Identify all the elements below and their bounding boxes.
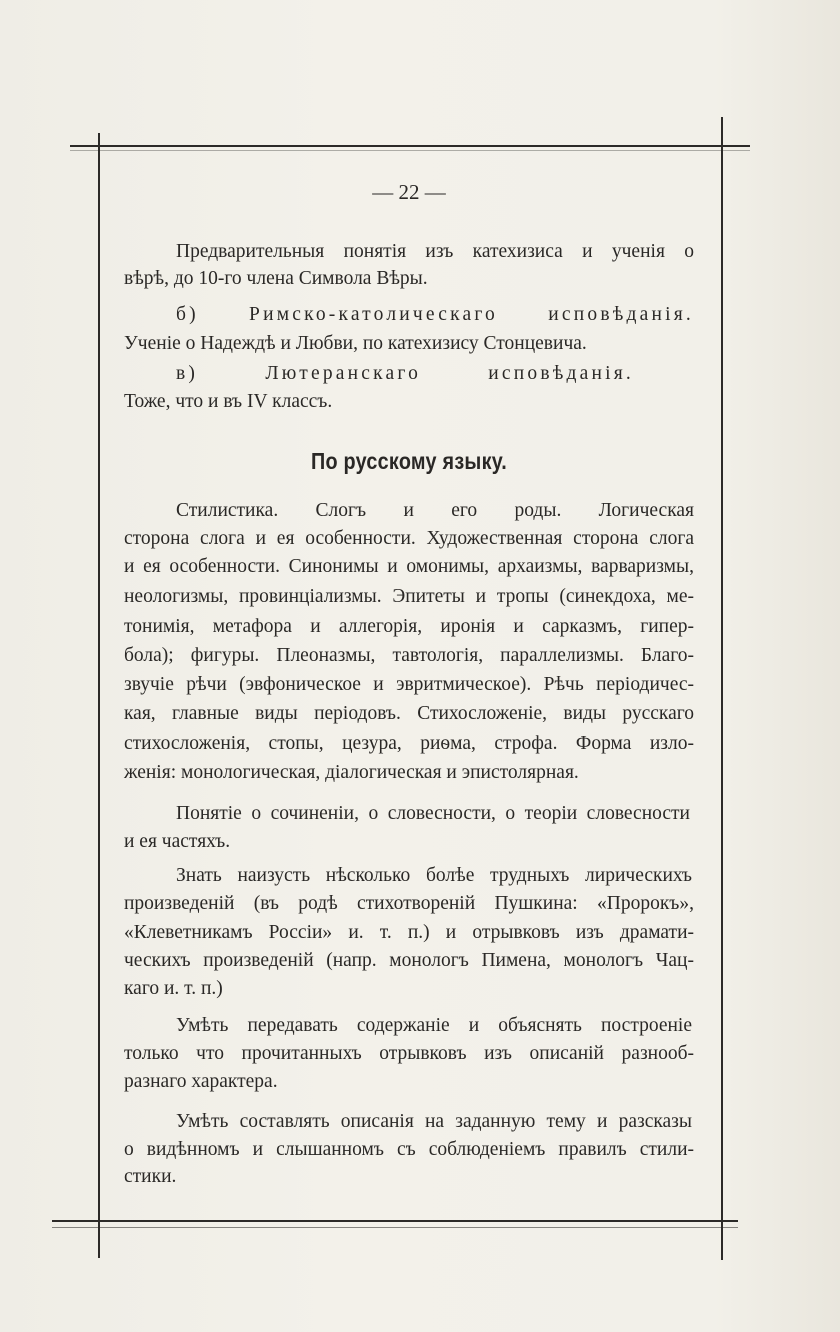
page-number: — 22 — — [372, 180, 446, 204]
section-c-text: Тоже, что и въ IV классъ. — [124, 391, 333, 412]
paragraph-3-line-5: каго и. т. п.) — [124, 978, 223, 999]
top-border-rule-thin — [70, 150, 750, 151]
paragraph-3-line-4: ческихъ произведеній (напр. монологъ Пимена, монологъ Чац- — [124, 950, 694, 971]
paragraph-3-line-1: Знать наизусть нѣсколько болѣе трудныхъ лирическихъ — [176, 865, 692, 886]
left-border-rule — [98, 133, 100, 1258]
section-b-heading: б) Римско-католическаго исповѣданія. — [176, 304, 694, 325]
paragraph-1-line-4: неологизмы, провинціализмы. Эпитеты и тропы (синекдоха, ме- — [124, 586, 694, 607]
paragraph-4-line-1: Умѣть передавать содержаніе и объяснять построеніе — [176, 1015, 692, 1036]
paragraph-1-line-5: тонимія, метафора и аллегорія, иронія и сарказмъ, гипер- — [124, 616, 694, 637]
paragraph-2-line-2: и ея частяхъ. — [124, 831, 231, 852]
paragraph-1-line-1: Стилистика. Слогъ и его роды. Логическая — [176, 500, 694, 521]
paragraph-1-line-7: звучіе рѣчи (эвфоническое и эвритмическое). Рѣчь періодичес- — [124, 674, 694, 695]
top-border-rule — [70, 145, 750, 147]
paragraph-4-line-2: только что прочитанныхъ отрывковъ изъ описаній разнооб- — [124, 1043, 694, 1064]
paragraph-4-line-3: разнаго характера. — [124, 1071, 278, 1092]
paragraph-1-line-6: бола); фигуры. Плеоназмы, тавтологія, параллелизмы. Благо- — [124, 645, 694, 666]
paragraph-5-line-1: Умѣть составлять описанія на заданную тему и разсказы — [176, 1111, 692, 1132]
russian-language-heading: По русскому языку. — [310, 448, 508, 474]
paragraph-1-line-2: сторона слога и ея особенности. Художественная сторона слога — [124, 528, 694, 549]
section-b-text: Ученіе о Надеждѣ и Любви, по катехизису Стонцевича. — [124, 333, 587, 354]
paragraph-5-line-3: стики. — [124, 1166, 177, 1187]
right-border-rule — [721, 117, 723, 1260]
paragraph-3-line-3: «Клеветникамъ Россіи» и. т. п.) и отрывковъ изъ драмати- — [124, 922, 694, 943]
section-a-line-2: вѣрѣ, до 10-го члена Символа Вѣры. — [124, 268, 428, 289]
section-a-line-1: Предварительныя понятія изъ катехизиса и ученія о — [176, 241, 694, 262]
paragraph-5-line-2: о видѣнномъ и слышанномъ съ соблюденіемъ правилъ стили- — [124, 1139, 694, 1160]
paragraph-3-line-2: произведеній (въ родѣ стихотвореній Пушкина: «Пророкъ», — [124, 893, 694, 914]
paragraph-1-line-3: и ея особенности. Синонимы и омонимы, архаизмы, варваризмы, — [124, 556, 694, 577]
paragraph-1-line-10: женія: монологическая, діалогическая и эпистолярная. — [124, 762, 579, 783]
paragraph-1-line-9: стихосложенія, стопы, цезура, риѳма, строфа. Форма изло- — [124, 733, 694, 754]
section-c-heading: в) Лютеранскаго исповѣданія. — [176, 363, 634, 384]
paragraph-1-line-8: кая, главные виды періодовъ. Стихосложеніе, виды русскаго — [124, 703, 694, 724]
bottom-border-rule-thin — [52, 1227, 738, 1228]
bottom-border-rule — [52, 1220, 738, 1222]
paragraph-2-line-1: Понятіе о сочиненіи, о словесности, о теоріи словесности — [176, 803, 690, 824]
